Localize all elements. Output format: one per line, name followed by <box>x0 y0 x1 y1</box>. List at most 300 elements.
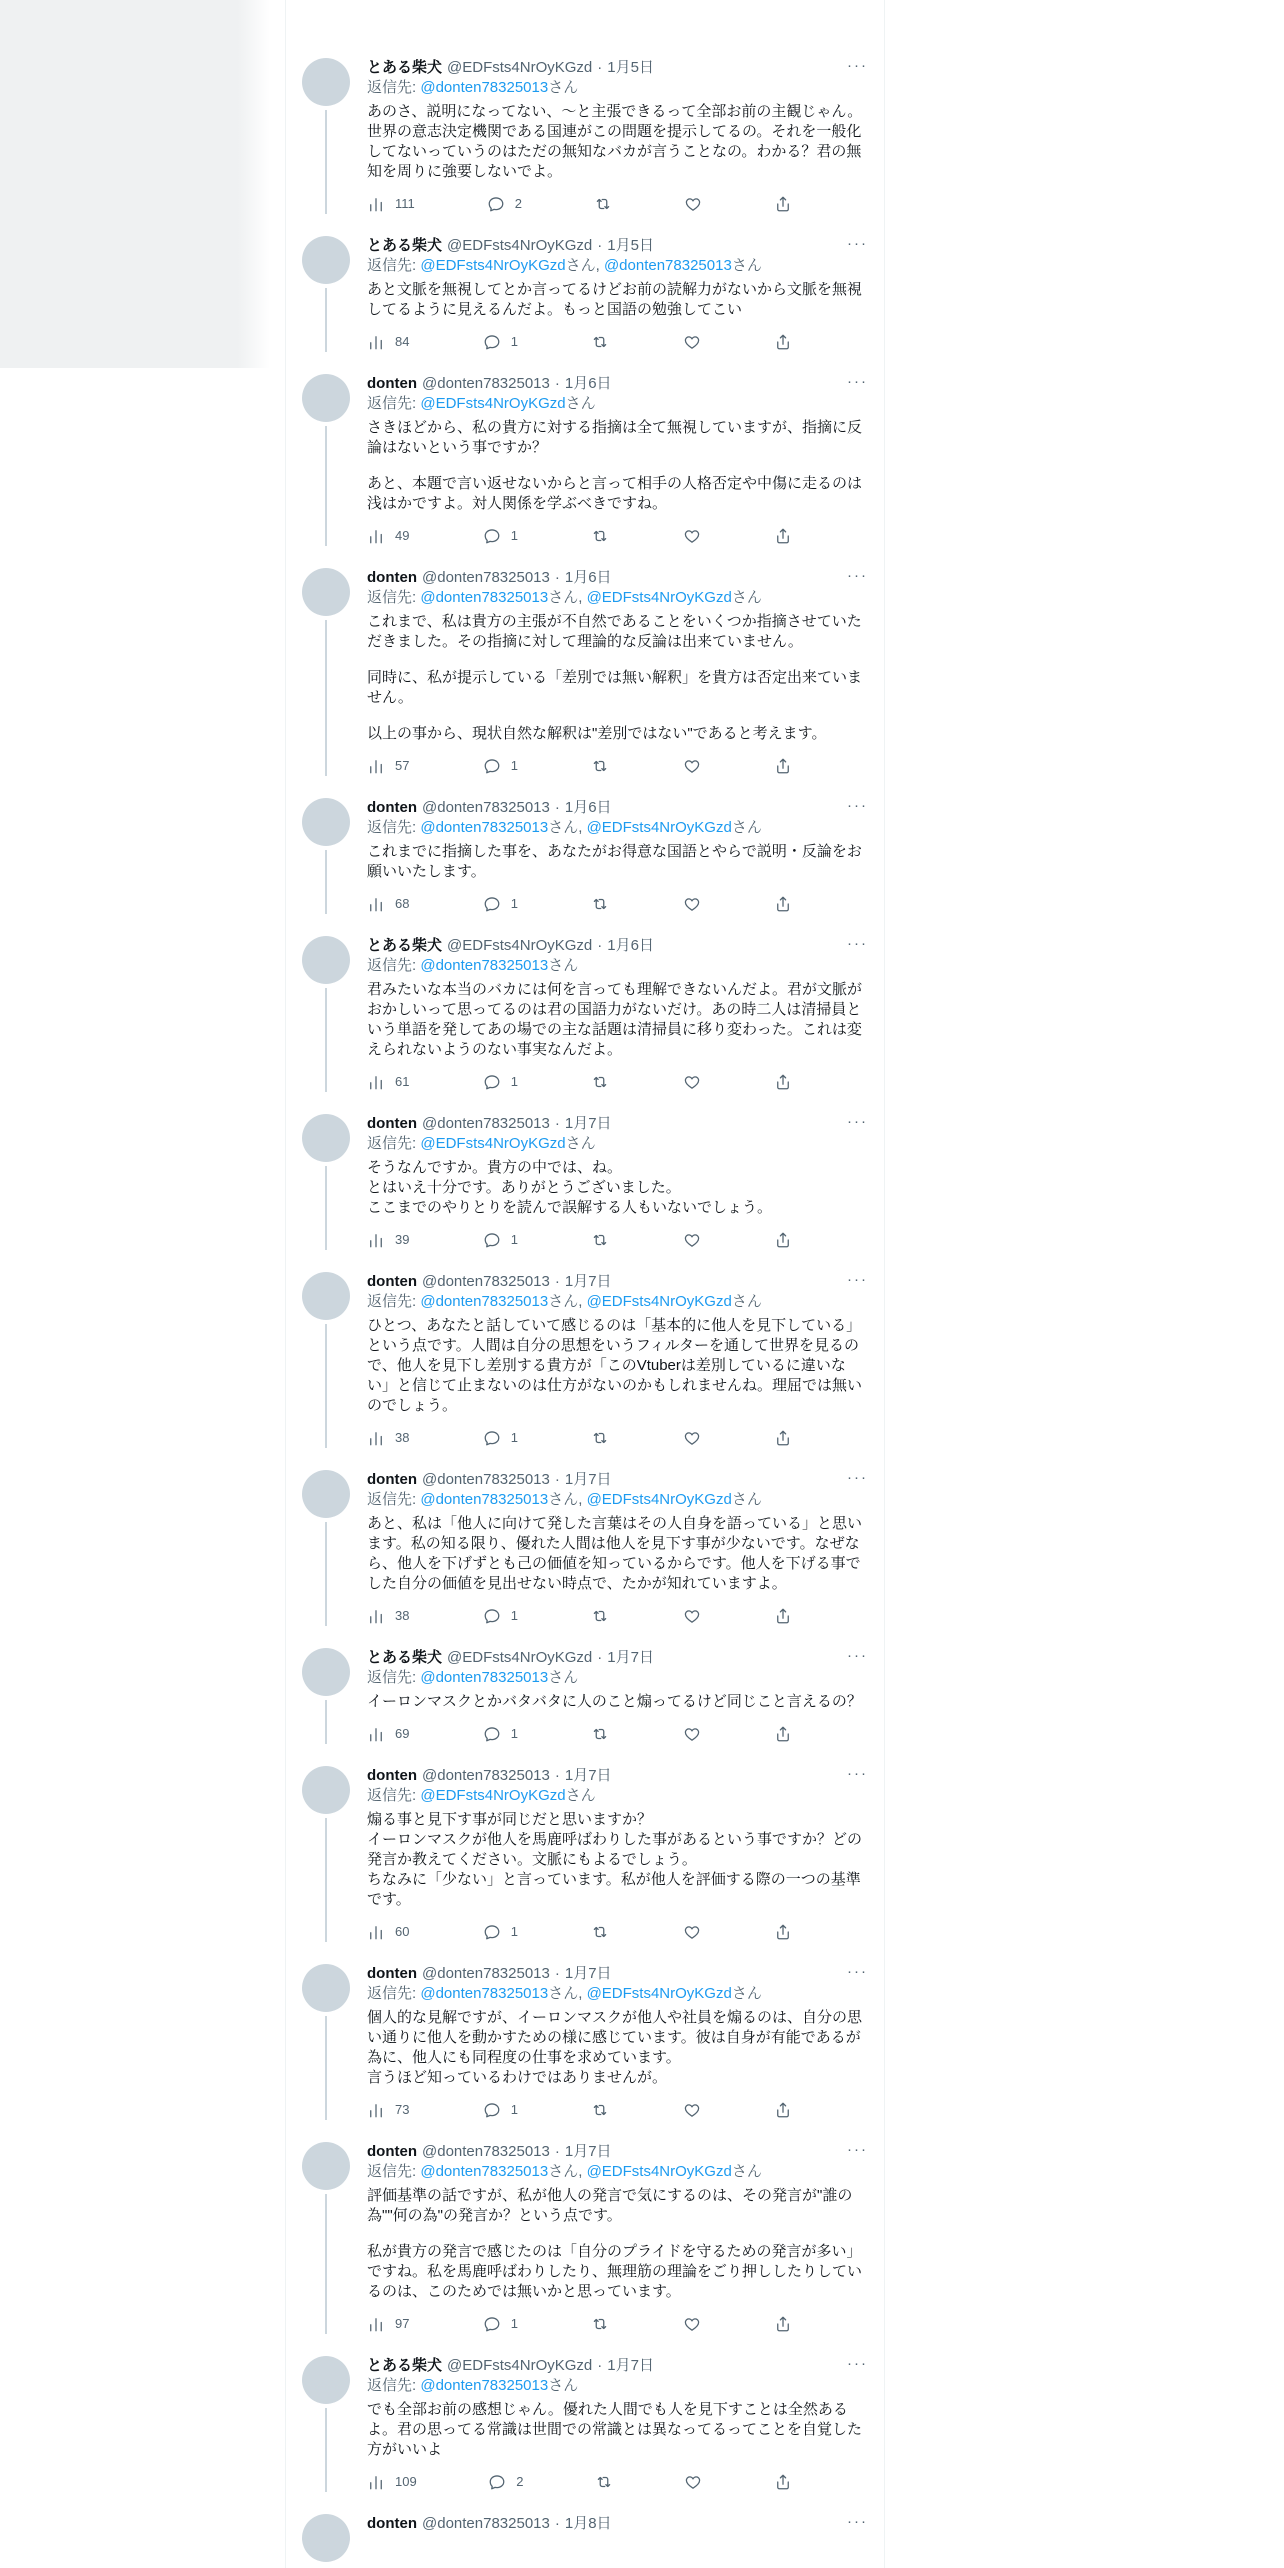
tweet-action-bar <box>367 1606 792 1626</box>
reply-bubble-icon <box>483 1231 501 1249</box>
tweet-date[interactable]: 1月7日 <box>564 1767 612 1784</box>
more-icon[interactable]: ··· <box>847 567 868 584</box>
tweet-text: 評価基準の話ですが、私が他人の発言で気にするのは、その発言が"誰の為""何の為"の発言か？という点です。 私が貴方の発言で感じたのは「自分のプライドを守るための発言が多い」ですね。私を馬鹿呼ばわりしたり、無理筋の理論をごり押ししたりしているのは、このためでは無いかと思っています。 <box>367 2187 863 2300</box>
share-button[interactable] <box>774 757 792 775</box>
retweet-icon <box>591 1725 609 1743</box>
tweet[interactable] <box>286 2504 884 2568</box>
share-button[interactable] <box>774 333 792 351</box>
avatar[interactable] <box>302 1114 350 1162</box>
tweet-date[interactable]: 1月7日 <box>564 2143 612 2160</box>
heart-icon <box>683 1073 701 1091</box>
author-handle[interactable]: @donten78325013 <box>422 2515 550 2532</box>
reply-count: 2 <box>514 196 522 211</box>
more-icon[interactable]: ··· <box>847 235 868 252</box>
retweet-button[interactable] <box>594 195 612 213</box>
heart-icon <box>683 1923 701 1941</box>
author-name[interactable]: donten <box>367 799 417 816</box>
bar-chart-icon <box>367 1231 385 1249</box>
tweet-header <box>367 58 868 78</box>
reply-button[interactable] <box>483 1923 518 1941</box>
tweet[interactable] <box>286 1460 884 1638</box>
author-handle[interactable]: @EDFsts4NrOyKGzd <box>447 2357 593 2374</box>
bar-chart-icon <box>367 1429 385 1447</box>
tweet-header <box>367 1648 868 1668</box>
share-button[interactable] <box>774 895 792 913</box>
share-icon <box>774 2101 792 2119</box>
author-handle[interactable]: @EDFsts4NrOyKGzd <box>447 937 593 954</box>
tweet-content <box>367 1766 868 1942</box>
retweet-button[interactable] <box>595 2473 613 2491</box>
tweet-header <box>367 568 868 588</box>
share-button[interactable] <box>774 1429 792 1447</box>
like-button[interactable] <box>683 527 701 545</box>
more-icon[interactable]: ··· <box>847 1963 868 1980</box>
like-button[interactable] <box>683 1231 701 1249</box>
thread-connector-line <box>325 426 327 546</box>
share-button[interactable] <box>774 2101 792 2119</box>
mention-link[interactable]: @donten78325013 <box>420 1491 549 1508</box>
share-button[interactable] <box>774 1231 792 1249</box>
thread-connector-line <box>325 988 327 1092</box>
mention-link[interactable]: @donten78325013 <box>420 819 549 836</box>
retweet-icon <box>591 1607 609 1625</box>
tweet-gutter <box>302 1964 350 2120</box>
share-icon <box>774 895 792 913</box>
reply-button[interactable] <box>483 1607 518 1625</box>
share-button[interactable] <box>774 2315 792 2333</box>
tweet-action-bar <box>367 194 792 214</box>
reply-to-line: 返信先: @donten78325013さん, @EDFsts4NrOyKGzdさん <box>367 1491 762 1508</box>
tweet[interactable] <box>286 1638 884 1756</box>
bar-chart-icon <box>367 2473 385 2491</box>
bar-chart-icon <box>367 1725 385 1743</box>
tweet-text: これまで、私は貴方の主張が不自然であることをいくつか指摘させていただきました。その指摘に対して理論的な反論は出来ていません。 同時に、私が提示している「差別では無い解釈」を貴方は否定出来ていません。 以上の事から、現状自然な解釈は"差別ではない"であると考えます。 <box>367 613 863 742</box>
separator-dot: · <box>554 2143 560 2160</box>
reply-button[interactable] <box>488 2473 523 2491</box>
thread-connector-line <box>325 850 327 914</box>
mention-link[interactable]: @donten78325013 <box>420 1293 549 1310</box>
share-icon <box>774 195 792 213</box>
views-button[interactable] <box>367 757 409 775</box>
separator-dot: · <box>554 1273 560 1290</box>
avatar[interactable] <box>302 2142 350 2190</box>
reply-button[interactable] <box>483 333 518 351</box>
views-count: 97 <box>395 2316 410 2331</box>
retweet-button[interactable] <box>591 333 609 351</box>
reply-button[interactable] <box>483 2101 518 2119</box>
tweet[interactable] <box>286 926 884 1104</box>
reply-bubble-icon <box>488 2473 506 2491</box>
share-button[interactable] <box>774 195 792 213</box>
views-button[interactable] <box>367 1725 409 1743</box>
reply-button[interactable] <box>483 757 518 775</box>
author-name[interactable]: donten <box>367 1115 417 1132</box>
retweet-button[interactable] <box>591 757 609 775</box>
tweet-gutter <box>302 58 350 214</box>
tweet-action-bar <box>367 1428 792 1448</box>
thread-connector-line <box>325 110 327 214</box>
reply-to-line: 返信先: @donten78325013さん, @EDFsts4NrOyKGzdさん <box>367 2163 762 2180</box>
mention-link[interactable]: @EDFsts4NrOyKGzd <box>586 1491 732 1508</box>
avatar[interactable] <box>302 374 350 422</box>
like-button[interactable] <box>683 1073 701 1091</box>
like-button[interactable] <box>683 895 701 913</box>
tweet[interactable] <box>286 48 884 226</box>
more-icon[interactable]: ··· <box>847 57 868 74</box>
like-button[interactable] <box>684 195 702 213</box>
views-button[interactable] <box>367 895 409 913</box>
tweet-gutter <box>302 2142 350 2334</box>
tweet-text: あと文脈を無視してとか言ってるけどお前の読解力がないから文脈を無視してるように見えるんだよ。もっと国語の勉強してこい <box>367 281 863 318</box>
author-handle[interactable]: @donten78325013 <box>422 799 550 816</box>
views-count: 109 <box>395 2474 417 2489</box>
tweet-text: これまでに指摘した事を、あなたがお得意な国語とやらで説明・反論をお願いいたします。 <box>367 843 862 880</box>
mention-link[interactable]: @EDFsts4NrOyKGzd <box>586 2163 732 2180</box>
tweet[interactable] <box>286 1104 884 1262</box>
more-icon[interactable]: ··· <box>847 1765 868 1782</box>
bar-chart-icon <box>367 2315 385 2333</box>
reply-bubble-icon <box>483 2101 501 2119</box>
retweet-icon <box>591 2101 609 2119</box>
tweet-action-bar <box>367 1230 792 1250</box>
tweet-content <box>367 2514 868 2562</box>
author-name[interactable]: とある柴犬 <box>367 1649 443 1666</box>
share-icon <box>774 1073 792 1091</box>
more-icon[interactable]: ··· <box>847 1113 868 1130</box>
tweet-timeline <box>285 0 885 2568</box>
thread-connector-line <box>325 1324 327 1448</box>
mention-link[interactable]: @EDFsts4NrOyKGzd <box>420 1135 566 1152</box>
reply-button[interactable] <box>487 195 522 213</box>
tweet-date[interactable]: 1月7日 <box>607 2357 654 2374</box>
tweet-gutter <box>302 1272 350 1448</box>
tweet-gutter <box>302 1114 350 1250</box>
tweet-date[interactable]: 1月6日 <box>564 569 612 586</box>
like-button[interactable] <box>683 1429 701 1447</box>
tweet[interactable] <box>286 1262 884 1460</box>
tweet-gutter <box>302 374 350 546</box>
mention-link[interactable]: @EDFsts4NrOyKGzd <box>420 1787 566 1804</box>
retweet-icon <box>591 1073 609 1091</box>
like-button[interactable] <box>683 2101 701 2119</box>
author-handle[interactable]: @donten78325013 <box>422 569 550 586</box>
views-button[interactable] <box>367 1607 409 1625</box>
avatar[interactable] <box>302 568 350 616</box>
mention-link[interactable]: @donten78325013 <box>420 957 549 974</box>
author-name[interactable]: donten <box>367 1767 417 1784</box>
tweet-content <box>367 1272 868 1448</box>
retweet-icon <box>591 527 609 545</box>
mention-link[interactable]: @donten78325013 <box>603 257 732 274</box>
author-handle[interactable]: @donten78325013 <box>422 375 550 392</box>
share-icon <box>774 2315 792 2333</box>
retweet-icon <box>591 1429 609 1447</box>
separator-dot: · <box>554 1965 560 1982</box>
views-button[interactable] <box>367 1923 409 1941</box>
avatar[interactable] <box>302 1648 350 1696</box>
tweet-content <box>367 798 868 914</box>
author-handle[interactable]: @donten78325013 <box>422 1965 550 1982</box>
mention-link[interactable]: @donten78325013 <box>420 1669 549 1686</box>
tweet-content <box>367 1114 868 1250</box>
tweet-date[interactable]: 1月5日 <box>607 237 654 254</box>
tweet-date[interactable]: 1月7日 <box>564 1965 612 1982</box>
separator-dot: · <box>554 799 560 816</box>
mention-link[interactable]: @EDFsts4NrOyKGzd <box>586 819 732 836</box>
tweet-date[interactable]: 1月7日 <box>564 1115 612 1132</box>
share-button[interactable] <box>774 1923 792 1941</box>
separator-dot: · <box>554 1767 560 1784</box>
avatar[interactable] <box>302 936 350 984</box>
author-name[interactable]: donten <box>367 1471 417 1488</box>
bar-chart-icon <box>367 1073 385 1091</box>
tweet-header <box>367 1470 868 1490</box>
heart-icon <box>684 2473 702 2491</box>
avatar[interactable] <box>302 1470 350 1518</box>
share-button[interactable] <box>774 527 792 545</box>
reply-to-line: 返信先: @donten78325013さん <box>367 2377 579 2394</box>
tweet-text: でも全部お前の感想じゃん。優れた人間でも人を見下すことは全然あるよ。君の思ってる常識は世間での常識とは異なってるってことを自覚した方がいいよ <box>367 2401 863 2458</box>
more-icon[interactable]: ··· <box>847 2355 868 2372</box>
reply-button[interactable] <box>483 2315 518 2333</box>
tweet-gutter <box>302 2514 350 2562</box>
more-icon[interactable]: ··· <box>847 797 868 814</box>
views-button[interactable] <box>367 195 415 213</box>
more-icon[interactable]: ··· <box>847 373 868 390</box>
tweet-action-bar <box>367 1072 792 1092</box>
tweet-date[interactable]: 1月7日 <box>564 1273 612 1290</box>
reply-to-line: 返信先: @donten78325013さん <box>367 1669 579 1686</box>
retweet-icon <box>591 757 609 775</box>
author-handle[interactable]: @EDFsts4NrOyKGzd <box>447 1649 593 1666</box>
share-button[interactable] <box>774 1073 792 1091</box>
tweet-date[interactable]: 1月6日 <box>607 937 654 954</box>
author-handle[interactable]: @donten78325013 <box>422 2143 550 2160</box>
retweet-button[interactable] <box>591 527 609 545</box>
tweet[interactable] <box>286 1954 884 2132</box>
views-button[interactable] <box>367 1231 409 1249</box>
retweet-button[interactable] <box>591 1231 609 1249</box>
separator-dot: · <box>597 237 603 254</box>
avatar[interactable] <box>302 1964 350 2012</box>
avatar[interactable] <box>302 1272 350 1320</box>
mention-link[interactable]: @EDFsts4NrOyKGzd <box>586 1293 732 1310</box>
avatar[interactable] <box>302 2356 350 2404</box>
tweet-content <box>367 568 868 776</box>
retweet-button[interactable] <box>591 1923 609 1941</box>
reply-count: 1 <box>510 528 519 543</box>
reply-to-line: 返信先: @EDFsts4NrOyKGzdさん <box>367 1135 596 1152</box>
tweet[interactable] <box>286 2346 884 2504</box>
tweet-text: さきほどから、私の貴方に対する指摘は全て無視していますが、指摘に反論はないという事ですか？ あと、本題で言い返せないからと言って相手の人格否定や中傷に走るのは浅はかですよ。対人関係を学ぶべきですね。 <box>367 419 863 512</box>
tweet-date[interactable]: 1月7日 <box>607 1649 654 1666</box>
author-name[interactable]: donten <box>367 2143 417 2160</box>
reply-button[interactable] <box>483 527 518 545</box>
mention-link[interactable]: @EDFsts4NrOyKGzd <box>586 1985 732 2002</box>
retweet-button[interactable] <box>591 1725 609 1743</box>
tweet-content <box>367 236 868 352</box>
like-button[interactable] <box>683 1607 701 1625</box>
like-button[interactable] <box>683 333 701 351</box>
author-handle[interactable]: @donten78325013 <box>422 1273 550 1290</box>
tweet-text: そうなんですか。貴方の中では、ね。 とはいえ十分です。ありがとうございました。 ここまでのやりとりを読んで誤解する人もいないでしょう。 <box>367 1159 773 1216</box>
tweet-text: ひとつ、あなたと話していて感じるのは「基本的に他人を見下している」という点です。人間は自分の思想をいうフィルターを通して世界を見るので、他人を見下し差別する貴方が「このVtuberは差別しているに違いない」と信じて止まないのは仕方がないのかもしれませんね。理屈では無いのでしょう。 <box>367 1317 863 1414</box>
reply-button[interactable] <box>483 895 518 913</box>
share-icon <box>774 1725 792 1743</box>
retweet-button[interactable] <box>591 2315 609 2333</box>
mention-link[interactable]: @donten78325013 <box>420 589 549 606</box>
views-count: 69 <box>395 1726 410 1741</box>
author-name[interactable]: donten <box>367 1965 417 1982</box>
separator-dot: · <box>597 59 603 76</box>
tweet[interactable] <box>286 788 884 926</box>
tweet[interactable] <box>286 558 884 788</box>
avatar[interactable] <box>302 798 350 846</box>
tweet-text: 煽る事と見下す事が同じだと思いますか？ イーロンマスクが他人を馬鹿呼ばわりした事があるという事ですか？どの発言か教えてください。文脈にもよるでしょう。 ちなみに「少ない」と言っています。私が他人を評価する際の一つの基準です。 <box>367 1811 863 1908</box>
reply-to-line: 返信先: @donten78325013さん, @EDFsts4NrOyKGzdさん <box>367 819 762 836</box>
avatar[interactable] <box>302 58 350 106</box>
share-button[interactable] <box>774 1607 792 1625</box>
avatar[interactable] <box>302 1766 350 1814</box>
reply-button[interactable] <box>483 1429 518 1447</box>
tweet-header <box>367 2514 868 2534</box>
more-icon[interactable]: ··· <box>847 1271 868 1288</box>
avatar[interactable] <box>302 236 350 284</box>
like-button[interactable] <box>683 1725 701 1743</box>
author-name[interactable]: とある柴犬 <box>367 237 443 254</box>
thread-connector-line <box>325 2016 327 2120</box>
more-icon[interactable]: ··· <box>847 2513 868 2530</box>
more-icon[interactable]: ··· <box>847 935 868 952</box>
left-gray-panel <box>0 0 270 368</box>
views-count: 111 <box>395 196 415 211</box>
tweet-date[interactable]: 1月6日 <box>564 375 612 392</box>
share-icon <box>774 1429 792 1447</box>
author-handle[interactable]: @EDFsts4NrOyKGzd <box>447 59 593 76</box>
views-button[interactable] <box>367 1073 409 1091</box>
views-count: 39 <box>395 1232 410 1247</box>
retweet-button[interactable] <box>591 1073 609 1091</box>
tweet-content <box>367 2356 868 2492</box>
author-name[interactable]: donten <box>367 1273 417 1290</box>
tweet-content <box>367 1648 868 1744</box>
views-button[interactable] <box>367 333 409 351</box>
retweet-button[interactable] <box>591 1429 609 1447</box>
tweet-header <box>367 2142 868 2162</box>
share-icon <box>774 1923 792 1941</box>
mention-link[interactable]: @EDFsts4NrOyKGzd <box>586 589 732 606</box>
reply-button[interactable] <box>483 1231 518 1249</box>
reply-button[interactable] <box>483 1073 518 1091</box>
tweet[interactable] <box>286 226 884 364</box>
tweet[interactable] <box>286 2132 884 2346</box>
tweet[interactable] <box>286 364 884 558</box>
author-name[interactable]: donten <box>367 569 417 586</box>
mention-link[interactable]: @donten78325013 <box>420 1985 549 2002</box>
author-handle[interactable]: @EDFsts4NrOyKGzd <box>447 237 593 254</box>
share-button[interactable] <box>774 1725 792 1743</box>
share-icon <box>774 333 792 351</box>
separator-dot: · <box>597 937 603 954</box>
author-handle[interactable]: @donten78325013 <box>422 1471 550 1488</box>
retweet-icon <box>595 2473 613 2491</box>
author-handle[interactable]: @donten78325013 <box>422 1115 550 1132</box>
tweet-header <box>367 1114 868 1134</box>
like-button[interactable] <box>683 757 701 775</box>
reply-bubble-icon <box>483 757 501 775</box>
author-handle[interactable]: @donten78325013 <box>422 1767 550 1784</box>
mention-link[interactable]: @donten78325013 <box>420 2163 549 2180</box>
like-button[interactable] <box>683 1923 701 1941</box>
tweet-text: あと、私は「他人に向けて発した言葉はその人自身を語っている」と思います。私の知る限り、優れた人間は他人を見下す事が少ないです。なぜなら、他人を下げずとも己の価値を知っているからです。他人を下げる事でした自分の価値を見出せない時点で、たかが知れていますよ。 <box>367 1515 863 1592</box>
author-name[interactable]: donten <box>367 375 417 392</box>
retweet-button[interactable] <box>591 1607 609 1625</box>
separator-dot: · <box>554 1471 560 1488</box>
views-button[interactable] <box>367 2315 409 2333</box>
tweet-gutter <box>302 568 350 776</box>
mention-link[interactable]: @donten78325013 <box>420 2377 549 2394</box>
more-icon[interactable]: ··· <box>847 2141 868 2158</box>
reply-to-line: 返信先: @donten78325013さん <box>367 79 579 96</box>
mention-link[interactable]: @EDFsts4NrOyKGzd <box>420 257 566 274</box>
more-icon[interactable]: ··· <box>847 1469 868 1486</box>
thread-connector-line <box>325 620 327 776</box>
reply-bubble-icon <box>483 1607 501 1625</box>
reply-count: 1 <box>510 1430 519 1445</box>
author-name[interactable]: とある柴犬 <box>367 59 443 76</box>
like-button[interactable] <box>683 2315 701 2333</box>
reply-bubble-icon <box>483 333 501 351</box>
author-name[interactable]: とある柴犬 <box>367 937 443 954</box>
tweet-content <box>367 2142 868 2334</box>
thread-connector-line <box>325 2194 327 2334</box>
views-button[interactable] <box>367 2473 417 2491</box>
tweet-date[interactable]: 1月7日 <box>564 1471 612 1488</box>
retweet-button[interactable] <box>591 2101 609 2119</box>
tweet-text: イーロンマスクとかバタバタに人のこと煽ってるけど同じこと言えるの？ <box>367 1693 862 1710</box>
views-count: 73 <box>395 2102 410 2117</box>
reply-count: 1 <box>510 1608 519 1623</box>
tweet[interactable] <box>286 1756 884 1954</box>
like-button[interactable] <box>684 2473 702 2491</box>
avatar[interactable] <box>302 2514 350 2562</box>
views-button[interactable] <box>367 527 409 545</box>
author-name[interactable]: donten <box>367 2515 417 2532</box>
mention-link[interactable]: @EDFsts4NrOyKGzd <box>420 395 566 412</box>
tweet-date[interactable]: 1月5日 <box>607 59 654 76</box>
views-button[interactable] <box>367 2101 409 2119</box>
heart-icon <box>683 1231 701 1249</box>
views-count: 61 <box>395 1074 410 1089</box>
more-icon[interactable]: ··· <box>847 1647 868 1664</box>
author-name[interactable]: とある柴犬 <box>367 2357 443 2374</box>
share-button[interactable] <box>774 2473 792 2491</box>
retweet-icon <box>591 2315 609 2333</box>
thread-connector-line <box>325 2408 327 2492</box>
tweet-action-bar <box>367 526 792 546</box>
tweet-date[interactable]: 1月6日 <box>564 799 612 816</box>
retweet-button[interactable] <box>591 895 609 913</box>
reply-button[interactable] <box>483 1725 518 1743</box>
heart-icon <box>683 1725 701 1743</box>
tweet-content <box>367 374 868 546</box>
tweet-text: 個人的な見解ですが、イーロンマスクが他人や社員を煽るのは、自分の思い通りに他人を動かすための様に感じています。彼は自身が有能であるが為に、他人にも同程度の仕事を求めています。 言うほど知っているわけではありませんが。 <box>367 2009 863 2086</box>
mention-link[interactable]: @donten78325013 <box>420 79 549 96</box>
tweet-date[interactable]: 1月8日 <box>564 2515 612 2532</box>
thread-connector-line <box>325 1522 327 1626</box>
views-button[interactable] <box>367 1429 409 1447</box>
tweet-content <box>367 58 868 214</box>
